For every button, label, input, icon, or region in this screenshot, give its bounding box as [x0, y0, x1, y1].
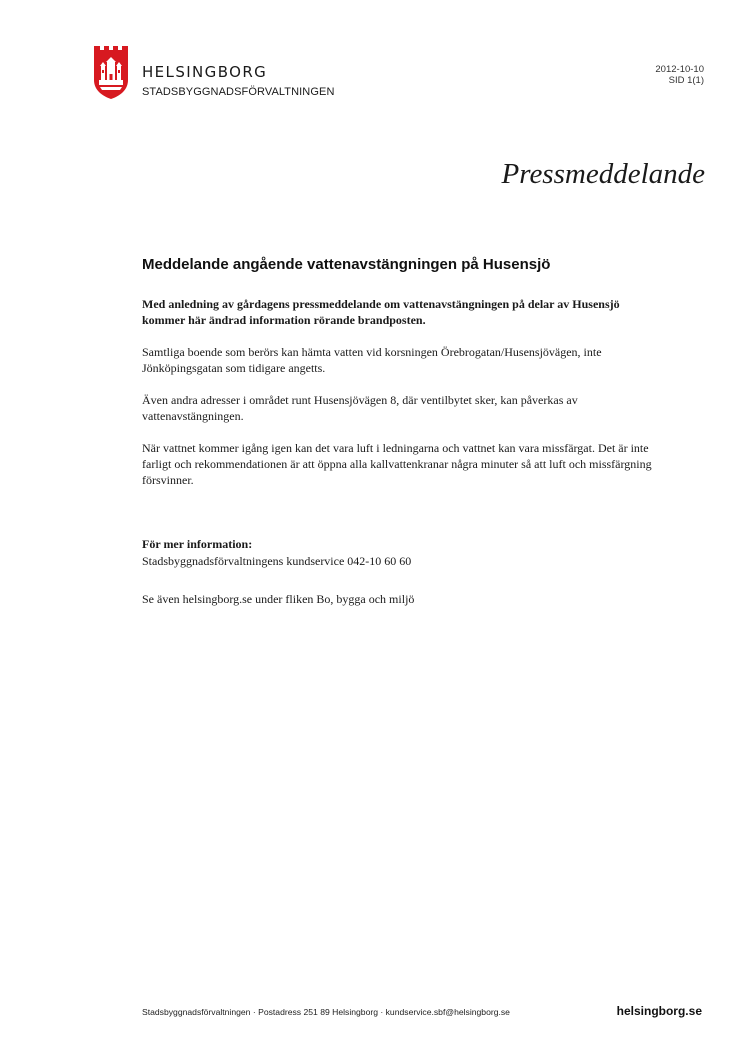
body-paragraph: Även andra adresser i området runt Husensjövägen 8, där ventilbytet sker, kan påverkas av vattenavstängningen.: [142, 393, 578, 423]
footer-website-link[interactable]: helsingborg.se: [616, 1004, 702, 1018]
helsingborg-crest-icon: [92, 44, 130, 100]
body-paragraph: När vattnet kommer igång igen kan det vara luft i ledningarna och vattnet kan vara missfärgat. Det är inte farligt och rekommendationen är att öppna alla kallvattenkranar några minuter så att luft och missfärgning försvinner.: [142, 441, 652, 487]
organization-name: HELSINGBORG: [142, 63, 268, 81]
headline: Meddelande angående vattenavstängningen på Husensjö: [142, 256, 551, 273]
see-also-note: Se även helsingborg.se under fliken Bo, bygga och miljö: [142, 592, 415, 606]
footer-address: Stadsbyggnadsförvaltningen · Postadress 251 89 Helsingborg · kundservice.sbf@helsingborg.se: [142, 1007, 510, 1017]
page-number: SID 1(1): [668, 75, 704, 86]
contact-heading: För mer information:: [142, 537, 253, 551]
document-type-title: Pressmeddelande: [501, 158, 705, 190]
document-date: 2012-10-10: [655, 64, 704, 75]
department-name: STADSBYGGNADSFÖRVALTNINGEN: [142, 86, 335, 98]
document-meta: [655, 64, 704, 86]
body-paragraph: Samtliga boende som berörs kan hämta vatten vid korsningen Örebrogatan/Husensjövägen, inte Jönköpingsgatan som tidigare angetts.: [142, 345, 602, 375]
lead-paragraph: Med anledning av gårdagens pressmeddelande om vattenavstängningen på delar av Husensjö kommer här ändrad information rörande brandposten.: [142, 297, 620, 327]
contact-line: Stadsbyggnadsförvaltningens kundservice 042-10 60 60: [142, 554, 412, 568]
